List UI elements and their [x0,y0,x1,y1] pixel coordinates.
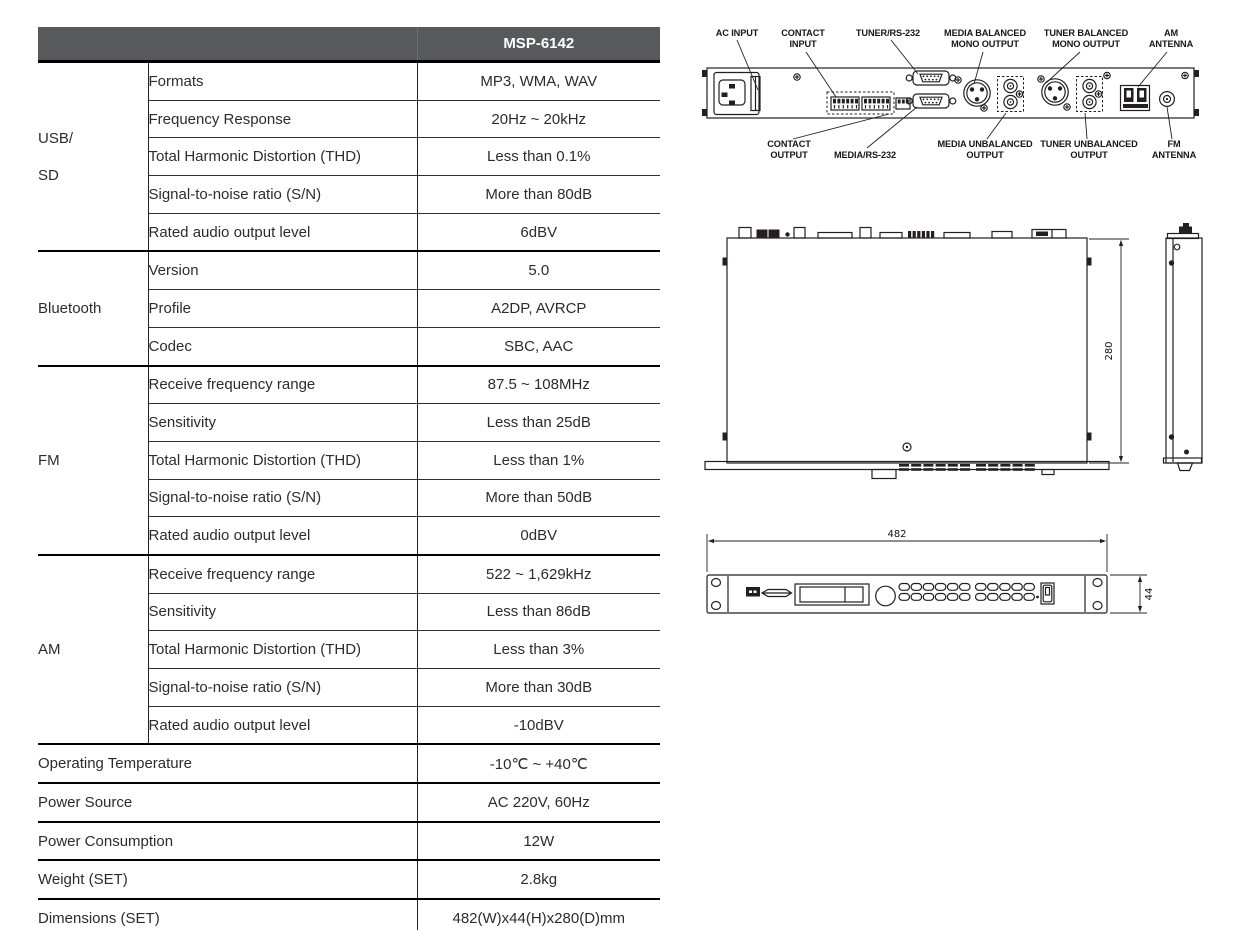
media-balanced-xlr [955,77,990,111]
rear-panel-diagram [702,28,1199,160]
media-rs232-connector [906,94,956,108]
spec-row [38,555,660,593]
rear-connector-label: TUNER BALANCED [1043,28,1129,38]
rear-connector-label: MONO OUTPUT [1052,39,1120,49]
spec-row [38,366,660,404]
front-button [1012,584,1023,591]
spec-value: Less than 0.1% [417,138,660,176]
rear-connector-label: CONTACT [767,139,811,149]
panel-screw [1182,72,1188,78]
depth-dimension-value: 280 [1104,341,1115,361]
front-button [988,594,999,601]
rear-connector-label: OUTPUT [1070,150,1108,160]
spec-property: Rated audio output level [148,213,417,251]
front-button [923,584,934,591]
group-label: Bluetooth [38,251,148,365]
spec-value: Less than 1% [417,441,660,479]
spec-value: 2.8kg [417,860,660,899]
top-view-front-panel-strip [705,462,1109,479]
mechanical-drawings [690,10,1247,930]
spec-value: 0dBV [417,517,660,555]
spec-value: 482(W)x44(H)x280(D)mm [417,899,660,930]
spec-property: Signal-to-noise ratio (S/N) [148,479,417,517]
rear-connector-label: AM [1163,28,1179,38]
front-display [795,584,869,605]
front-button [899,584,910,591]
tuner-unbalanced-rca [1077,77,1103,112]
spec-value: Less than 86dB [417,593,660,631]
front-button [960,594,971,601]
spec-table-container [38,27,660,930]
contact-terminal-blocks [827,92,910,114]
spec-property: Sensitivity [148,404,417,442]
top-cover-screw [903,443,911,451]
power-led [1036,596,1039,599]
rear-connector-label: FM [1167,139,1181,149]
front-button [1024,594,1035,601]
front-button [976,594,987,601]
spec-value: -10℃ ~ +40℃ [417,744,660,783]
rear-connector-label: ANTENNA [1148,39,1194,49]
rear-connector-label: TUNER UNBALANCED [1040,139,1138,149]
spec-property: Total Harmonic Distortion (THD) [148,441,417,479]
spec-value: 5.0 [417,251,660,289]
side-view-fm-connector [1179,227,1192,235]
spec-table [38,27,660,930]
spec-value: 20Hz ~ 20kHz [417,100,660,138]
spec-property: Operating Temperature [38,744,417,783]
spec-value: More than 30dB [417,669,660,707]
front-button [947,584,958,591]
power-switch [1041,583,1054,604]
side-view-diagram [1164,223,1203,471]
front-button [1012,594,1023,601]
rear-connector-label: MEDIA/RS-232 [833,150,897,160]
rear-connector-label: OUTPUT [966,150,1004,160]
spec-value: Less than 3% [417,631,660,669]
spec-row [38,62,660,101]
front-button [935,594,946,601]
spec-value: AC 220V, 60Hz [417,783,660,822]
spec-row [38,251,660,289]
spec-property: Profile [148,290,417,328]
spec-property: Signal-to-noise ratio (S/N) [148,669,417,707]
rear-connector-label: MEDIA BALANCED [944,28,1026,38]
header-spacer [38,27,417,62]
group-label: FM [38,366,148,555]
group-label: AM [38,555,148,744]
spec-property: Formats [148,62,417,101]
am-antenna-terminal [1121,86,1150,111]
spec-row [38,744,660,783]
front-button [911,594,922,601]
spec-property: Receive frequency range [148,555,417,593]
spec-value: Less than 25dB [417,404,660,442]
front-button [899,594,910,601]
spec-value: 12W [417,822,660,861]
spec-value: 87.5 ~ 108MHz [417,366,660,404]
spec-value: 522 ~ 1,629kHz [417,555,660,593]
spec-row [38,822,660,861]
front-button [911,584,922,591]
spec-property: Receive frequency range [148,366,417,404]
spec-row [38,783,660,822]
spec-property: Dimensions (SET) [38,899,417,930]
spec-property: Power Source [38,783,417,822]
spec-property: Frequency Response [148,100,417,138]
spec-property: Sensitivity [148,593,417,631]
front-button [1024,584,1035,591]
spec-property: Weight (SET) [38,860,417,899]
top-view-rear-connectors [739,228,1066,239]
spec-property: Signal-to-noise ratio (S/N) [148,176,417,214]
side-view-screws [1169,260,1189,454]
spec-property: Rated audio output level [148,517,417,555]
panel-screw [794,74,800,80]
spec-table-body [38,62,660,930]
front-button [1000,594,1011,601]
spec-property: Power Consumption [38,822,417,861]
tuner-rs232-connector [906,71,956,85]
front-button [960,584,971,591]
depth-dimension [1089,239,1129,463]
spec-value: More than 80dB [417,176,660,214]
top-view-diagram [705,228,1129,479]
side-view-knob-bump [1178,463,1193,471]
spec-property: Version [148,251,417,289]
rear-connector-label: AC INPUT [715,28,759,38]
spec-value: 6dBV [417,213,660,251]
spec-property: Total Harmonic Distortion (THD) [148,631,417,669]
spec-value: A2DP, AVRCP [417,290,660,328]
spec-value: SBC, AAC [417,327,660,365]
rear-connector-label: MEDIA UNBALANCED [937,139,1033,149]
spec-value: MP3, WMA, WAV [417,62,660,101]
rotary-knob [876,586,896,606]
top-view-side-screw-tabs [723,258,1092,441]
tuner-balanced-xlr [1038,76,1070,110]
spec-property: Rated audio output level [148,706,417,744]
front-button [988,584,999,591]
group-label: USB/ SD [38,62,148,252]
height-dimension [1110,575,1155,613]
rear-connector-label: ANTENNA [1151,150,1197,160]
front-button [923,594,934,601]
fm-antenna-connector [1160,92,1175,107]
rear-connector-label: OUTPUT [770,150,808,160]
spec-property: Total Harmonic Distortion (THD) [148,138,417,176]
rear-connector-label: MONO OUTPUT [951,39,1019,49]
spec-row [38,899,660,930]
height-dimension-value: 44 [1144,587,1155,601]
sd-card-slot [762,590,792,597]
spec-row [38,860,660,899]
spec-value: More than 50dB [417,479,660,517]
width-dimension-value: 482 [887,529,907,540]
rear-panel-leader-lines [737,40,1172,148]
panel-screw [1104,72,1110,78]
width-dimension [707,529,1107,572]
media-unbalanced-rca [998,77,1024,112]
front-view-diagram [707,529,1155,613]
rear-connector-label: TUNER/RS-232 [855,28,921,38]
front-button [935,584,946,591]
spec-table-header-row [38,27,660,62]
front-button [947,594,958,601]
rear-connector-label: INPUT [789,39,817,49]
spec-property: Codec [148,327,417,365]
top-view-button-dashes [899,464,1035,471]
rear-connector-label: CONTACT [781,28,825,38]
top-view-chassis [727,238,1087,463]
front-button [976,584,987,591]
spec-value: -10dBV [417,706,660,744]
usb-port [746,587,760,597]
front-buttons [899,584,1034,601]
model-name: MSP-6142 [417,27,660,62]
front-button [1000,584,1011,591]
